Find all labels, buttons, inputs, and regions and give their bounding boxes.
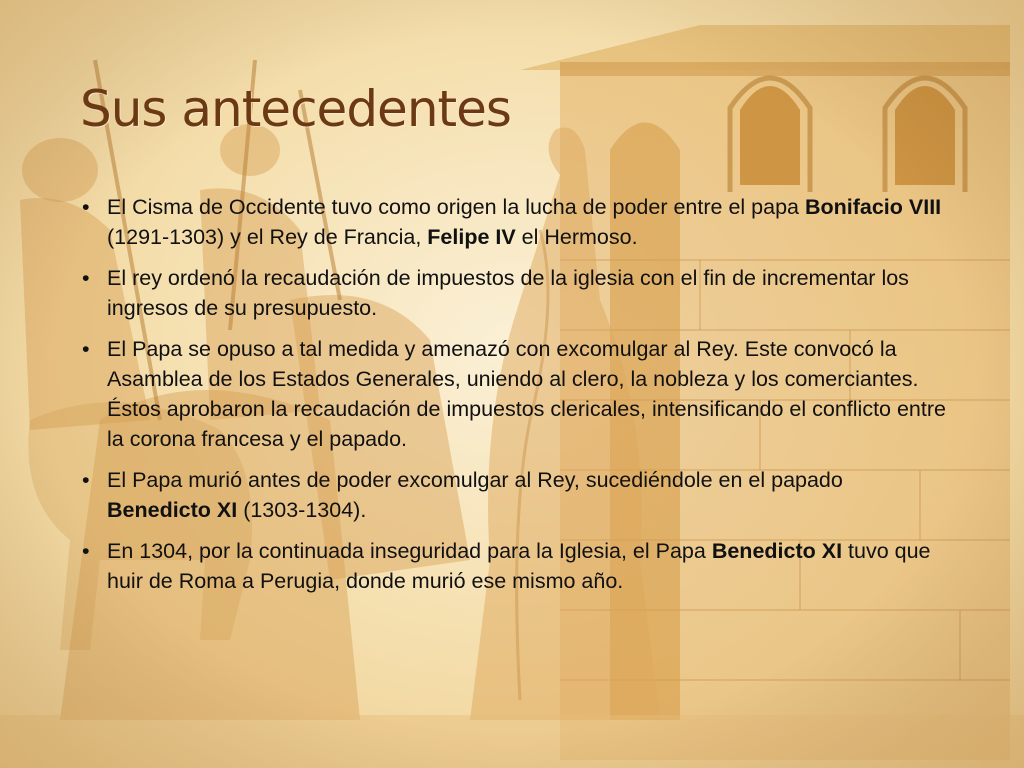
slide-title: Sus antecedentes [80, 80, 511, 138]
bullet-text: El Papa se opuso a tal medida y amenazó con excomulgar al Rey. Este convocó la Asamblea de los Estados Generales, uniendo al clero, la nobleza y los comerciantes. Éstos aprobaron la recaudación de impuestos clericales, intensificando el conflicto entre la corona francesa y el papado. [107, 337, 946, 451]
bullet-item [80, 536, 950, 596]
bullet-list [80, 192, 950, 607]
bullet-item [80, 334, 950, 454]
bullet-item [80, 192, 950, 252]
name-highlight: Bonifacio VIII [804, 195, 942, 219]
bullet-text: El Cisma de Occidente tuvo como origen la lucha de poder entre el papa Bonifacio VIII (1291-1303) y el Rey de Francia, Felipe IV el Hermoso. [107, 195, 942, 249]
bullet-text: El Papa murió antes de poder excomulgar al Rey, sucediéndole en el papado Benedicto XI (1303-1304). [107, 468, 843, 522]
name-highlight: Benedicto XI [107, 498, 238, 522]
name-highlight: Felipe IV [427, 225, 516, 249]
bullet-text: El rey ordenó la recaudación de impuestos de la iglesia con el fin de incrementar los ingresos de su presupuesto. [107, 266, 909, 320]
bullet-marker: • [82, 337, 90, 361]
bullet-marker: • [82, 266, 90, 290]
bullet-marker: • [82, 195, 90, 219]
bullet-marker: • [82, 468, 90, 492]
bullet-item [80, 263, 950, 323]
bullet-marker: • [82, 539, 90, 563]
name-highlight: Benedicto XI [711, 539, 843, 563]
bullet-text: En 1304, por la continuada inseguridad para la Iglesia, el Papa Benedicto XI tuvo que huir de Roma a Perugia, donde murió ese mismo año. [107, 539, 931, 593]
bullet-item [80, 465, 950, 525]
